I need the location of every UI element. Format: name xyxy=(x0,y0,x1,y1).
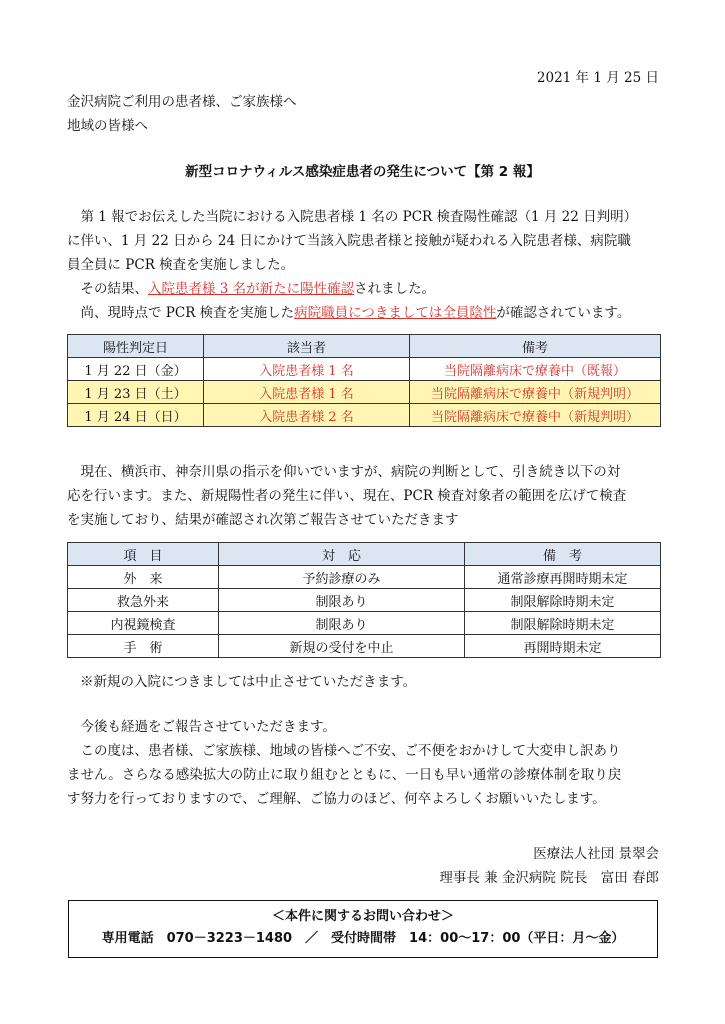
case-date: 1 月 23 日（土） xyxy=(68,381,204,404)
service-note: 制限解除時期未定 xyxy=(465,612,661,635)
case-note: 当院隔離病床で療養中（新規判明） xyxy=(410,404,661,427)
case-who: 入院患者様 2 名 xyxy=(204,404,410,427)
response-line: 応を行います。また、新規陽性者の発生に伴い、現在、PCR 検査対象者の範囲を広げて検査 xyxy=(67,488,627,504)
service-action: 制限あり xyxy=(219,612,465,635)
response-line: 現在、横浜市、神奈川県の指示を仰いでいますが、病院の判断として、引き続き以下の対 xyxy=(67,464,621,480)
column-header: 該当者 xyxy=(204,335,410,358)
service-action: 新規の受付を中止 xyxy=(219,635,465,658)
service-action: 制限あり xyxy=(219,589,465,612)
table-row xyxy=(68,381,661,404)
table-header-row xyxy=(68,335,661,358)
signature-person: 理事長 兼 金沢病院 院長 富田 春郎 xyxy=(439,870,659,886)
column-header: 陽性判定日 xyxy=(68,335,204,358)
response-line: を実施しており、結果が確認され次第ご報告させていただきます xyxy=(67,512,459,528)
intro-paragraph xyxy=(67,205,662,325)
staff-line: 尚、現時点で PCR 検査を実施した病院職員につきましては全員陰性が確認されています。 xyxy=(67,305,631,321)
closing-line: ません。さらなる感染拡大の防止に取り組むとともに、一日も早い通常の診療体制を取り戻 xyxy=(67,767,622,783)
column-header: 備考 xyxy=(410,335,661,358)
table-row xyxy=(68,566,661,589)
intro-line: に伴い、1 月 22 日から 24 日にかけて当該入院患者様と接触が疑われる入院患者様、病院職 xyxy=(67,233,631,249)
addressee-block xyxy=(67,90,297,138)
positive-cases-table xyxy=(67,334,661,427)
closing-paragraph xyxy=(67,715,662,811)
service-item: 外 来 xyxy=(68,566,219,589)
contact-heading: ＜本件に関するお問い合わせ＞ xyxy=(271,909,454,924)
column-header: 備 考 xyxy=(465,543,661,566)
admission-note: ※新規の入院につきましては中止させていただきます。 xyxy=(80,674,417,690)
table-row xyxy=(68,635,661,658)
column-header: 対 応 xyxy=(219,543,465,566)
case-note: 当院隔離病床で療養中（既報） xyxy=(410,358,661,381)
addressee-patients: 金沢病院ご利用の患者様、ご家族様へ xyxy=(67,94,297,110)
signature-org: 医療法人社団 景翠会 xyxy=(533,846,659,862)
intro-line: 第 1 報でお伝えした当院における入院患者様 1 名の PCR 検査陽性確認（1 月 22 日判明） xyxy=(67,209,638,225)
addressee-community: 地域の皆様へ xyxy=(67,118,148,134)
case-date: 1 月 24 日（日） xyxy=(68,404,204,427)
signature-block xyxy=(439,842,659,890)
case-note: 当院隔離病床で療養中（新規判明） xyxy=(410,381,661,404)
result-highlight: 入院患者様 3 名が新たに陽性確認 xyxy=(148,281,355,297)
result-line: その結果、入院患者様 3 名が新たに陽性確認されました。 xyxy=(67,281,436,297)
case-who: 入院患者様 1 名 xyxy=(204,358,410,381)
service-note: 通常診療再開時期未定 xyxy=(465,566,661,589)
column-header: 項 目 xyxy=(68,543,219,566)
closing-line: す努力を行っておりますので、ご理解、ご協力のほど、何卒よろしくお願いいたします。 xyxy=(67,791,606,807)
table-header-row xyxy=(68,543,661,566)
table-row xyxy=(68,589,661,612)
document-date: 2021 年 1 月 25 日 xyxy=(536,70,659,86)
case-date: 1 月 22 日（金） xyxy=(68,358,204,381)
service-action: 予約診療のみ xyxy=(219,566,465,589)
table-row xyxy=(68,404,661,427)
service-item: 救急外来 xyxy=(68,589,219,612)
table-row xyxy=(68,358,661,381)
contact-box xyxy=(68,900,658,958)
page-title: 新型コロナウィルス感染症患者の発生について【第 2 報】 xyxy=(185,164,540,180)
service-status-table xyxy=(67,542,661,658)
service-item: 手 術 xyxy=(68,635,219,658)
intro-line: 員全員に PCR 検査を実施しました。 xyxy=(67,257,295,273)
response-paragraph xyxy=(67,460,662,532)
contact-details: 専用電話 070－3223－1480 ／ 受付時間帯 14：00～17：00（平日：月～金） xyxy=(101,931,625,946)
closing-line: 今後も経過をご報告させていただきます。 xyxy=(67,719,336,735)
table-row xyxy=(68,612,661,635)
service-note: 再開時期未定 xyxy=(465,635,661,658)
case-who: 入院患者様 1 名 xyxy=(204,381,410,404)
staff-highlight: 病院職員につきましては全員陰性 xyxy=(294,305,497,321)
closing-line: この度は、患者様、ご家族様、地域の皆様へご不安、ご不便をおかけして大変申し訳あり xyxy=(67,743,621,759)
service-item: 内視鏡検査 xyxy=(68,612,219,635)
service-note: 制限解除時期未定 xyxy=(465,589,661,612)
